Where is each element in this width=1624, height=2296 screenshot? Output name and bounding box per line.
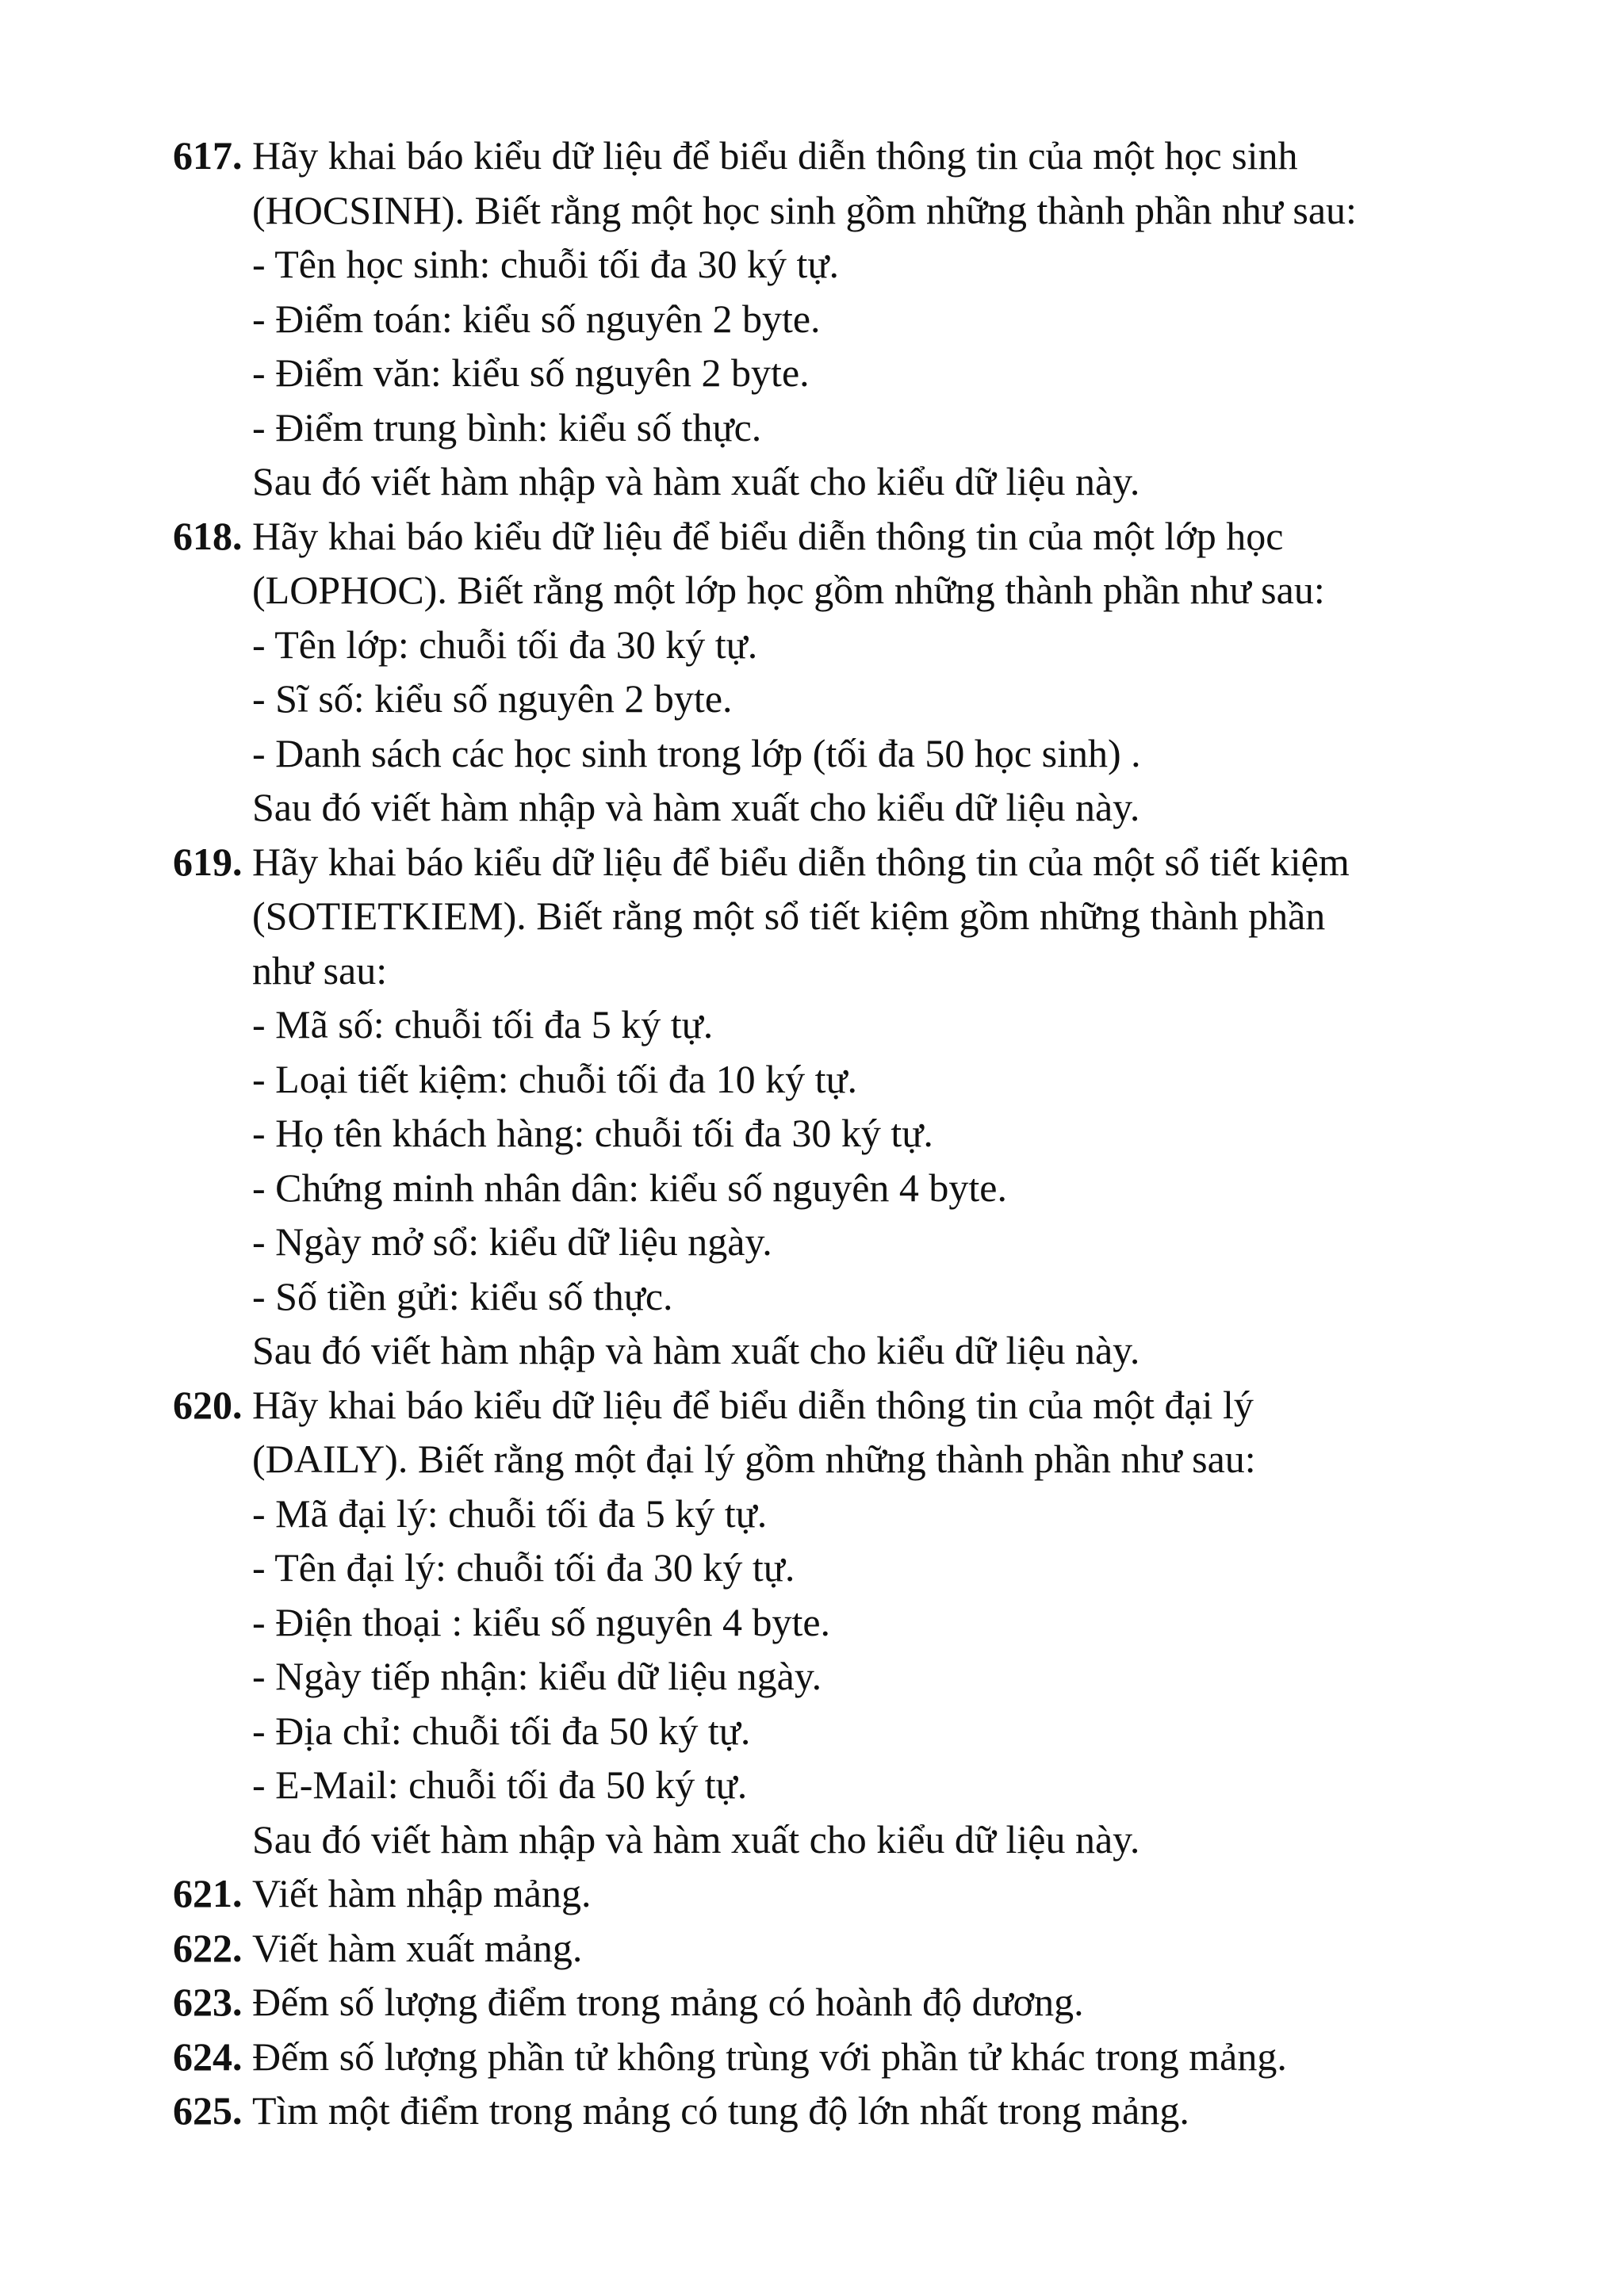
exercise-617 [173, 128, 1473, 509]
exercise-number: 621. [173, 1871, 243, 1915]
exercise-text-line: Tìm một điểm trong mảng có tung độ lớn nhất trong mảng. [252, 2088, 1189, 2133]
exercise-text-line: - Sĩ số: kiểu số nguyên 2 byte. [252, 676, 733, 721]
exercise-text-line: (LOPHOC). Biết rằng một lớp học gồm những thành phần như sau: [252, 568, 1325, 612]
exercise-number: 617. [173, 133, 243, 178]
exercise-624 [173, 2030, 1473, 2084]
exercise-text-line: Hãy khai báo kiểu dữ liệu để biểu diễn thông tin của một lớp học [252, 513, 1284, 558]
exercise-text-line: Hãy khai báo kiểu dữ liệu để biểu diễn thông tin của một đại lý [252, 1382, 1254, 1427]
exercise-text-line: - Loại tiết kiệm: chuỗi tối đa 10 ký tự. [252, 1056, 858, 1101]
exercise-619 [173, 835, 1473, 1378]
exercise-list [173, 128, 1473, 2138]
exercise-number: 618. [173, 513, 243, 558]
exercise-text-line: (DAILY). Biết rằng một đại lý gồm những thành phần như sau: [252, 1437, 1256, 1481]
exercise-618 [173, 509, 1473, 835]
exercise-text-line: - Mã đại lý: chuỗi tối đa 5 ký tự. [252, 1490, 768, 1536]
exercise-text-line: - Mã số: chuỗi tối đa 5 ký tự. [252, 1002, 714, 1047]
exercise-text-line: - Điểm trung bình: kiểu số thực. [252, 404, 762, 450]
exercise-text-line: - Ngày tiếp nhận: kiểu dữ liệu ngày. [252, 1654, 822, 1698]
exercise-text-line: - Ngày mở sổ: kiểu dữ liệu ngày. [252, 1219, 772, 1264]
exercise-text-line: Đếm số lượng điểm trong mảng có hoành độ dương. [252, 1980, 1084, 2024]
exercise-number: 623. [173, 1980, 243, 2024]
exercise-text-line: - Số tiền gửi: kiểu số thực. [252, 1273, 673, 1318]
exercise-text-line: Đếm số lượng phần tử không trùng với phần tử khác trong mảng. [252, 2034, 1287, 2079]
exercise-number: 624. [173, 2034, 243, 2079]
exercise-text-line: - Danh sách các học sinh trong lớp (tối đa 50 học sinh) . [252, 730, 1141, 775]
exercise-text-line: - E-Mail: chuỗi tối đa 50 ký tự. [252, 1762, 748, 1807]
exercise-text-line: - Tên đại lý: chuỗi tối đa 30 ký tự. [252, 1545, 795, 1590]
exercise-number: 625. [173, 2088, 243, 2133]
exercise-text-line: Hãy khai báo kiểu dữ liệu để biểu diễn thông tin của một học sinh [252, 133, 1298, 178]
exercise-623 [173, 1975, 1473, 2030]
exercise-text-line: Viết hàm xuất mảng. [252, 1925, 583, 1970]
exercise-text-line: Sau đó viết hàm nhập và hàm xuất cho kiểu dữ liệu này. [252, 459, 1140, 503]
exercise-620 [173, 1378, 1473, 1867]
exercise-text-line: - Họ tên khách hàng: chuỗi tối đa 30 ký tự. [252, 1111, 933, 1155]
exercise-number: 620. [173, 1382, 243, 1427]
exercise-text-line: như sau: [252, 947, 388, 993]
exercise-622 [173, 1921, 1473, 1976]
exercise-text-line: Hãy khai báo kiểu dữ liệu để biểu diễn thông tin của một sổ tiết kiệm [252, 839, 1350, 884]
exercise-text-line: Sau đó viết hàm nhập và hàm xuất cho kiểu dữ liệu này. [252, 785, 1140, 829]
exercise-text-line: - Điểm văn: kiểu số nguyên 2 byte. [252, 350, 810, 395]
exercise-text-line: Viết hàm nhập mảng. [252, 1871, 592, 1915]
exercise-text-line: - Điện thoại : kiểu số nguyên 4 byte. [252, 1599, 831, 1644]
exercise-text-line: Sau đó viết hàm nhập và hàm xuất cho kiểu dữ liệu này. [252, 1816, 1140, 1862]
exercise-text-line: - Chứng minh nhân dân: kiểu số nguyên 4 byte. [252, 1165, 1007, 1210]
exercise-625 [173, 2084, 1473, 2138]
exercise-text-line: (HOCSINH). Biết rằng một học sinh gồm những thành phần như sau: [252, 187, 1357, 232]
exercise-text-line: (SOTIETKIEM). Biết rằng một sổ tiết kiệm gồm những thành phần [252, 894, 1326, 938]
exercise-text-line: - Điểm toán: kiểu số nguyên 2 byte. [252, 296, 821, 341]
exercise-number: 619. [173, 839, 243, 884]
exercise-text-line: - Tên học sinh: chuỗi tối đa 30 ký tự. [252, 242, 839, 286]
exercise-621 [173, 1866, 1473, 1921]
exercise-text-line: Sau đó viết hàm nhập và hàm xuất cho kiểu dữ liệu này. [252, 1328, 1140, 1372]
exercise-text-line: - Tên lớp: chuỗi tối đa 30 ký tự. [252, 622, 758, 667]
exercise-text-line: - Địa chỉ: chuỗi tối đa 50 ký tự. [252, 1708, 751, 1753]
exercise-number: 622. [173, 1925, 243, 1970]
